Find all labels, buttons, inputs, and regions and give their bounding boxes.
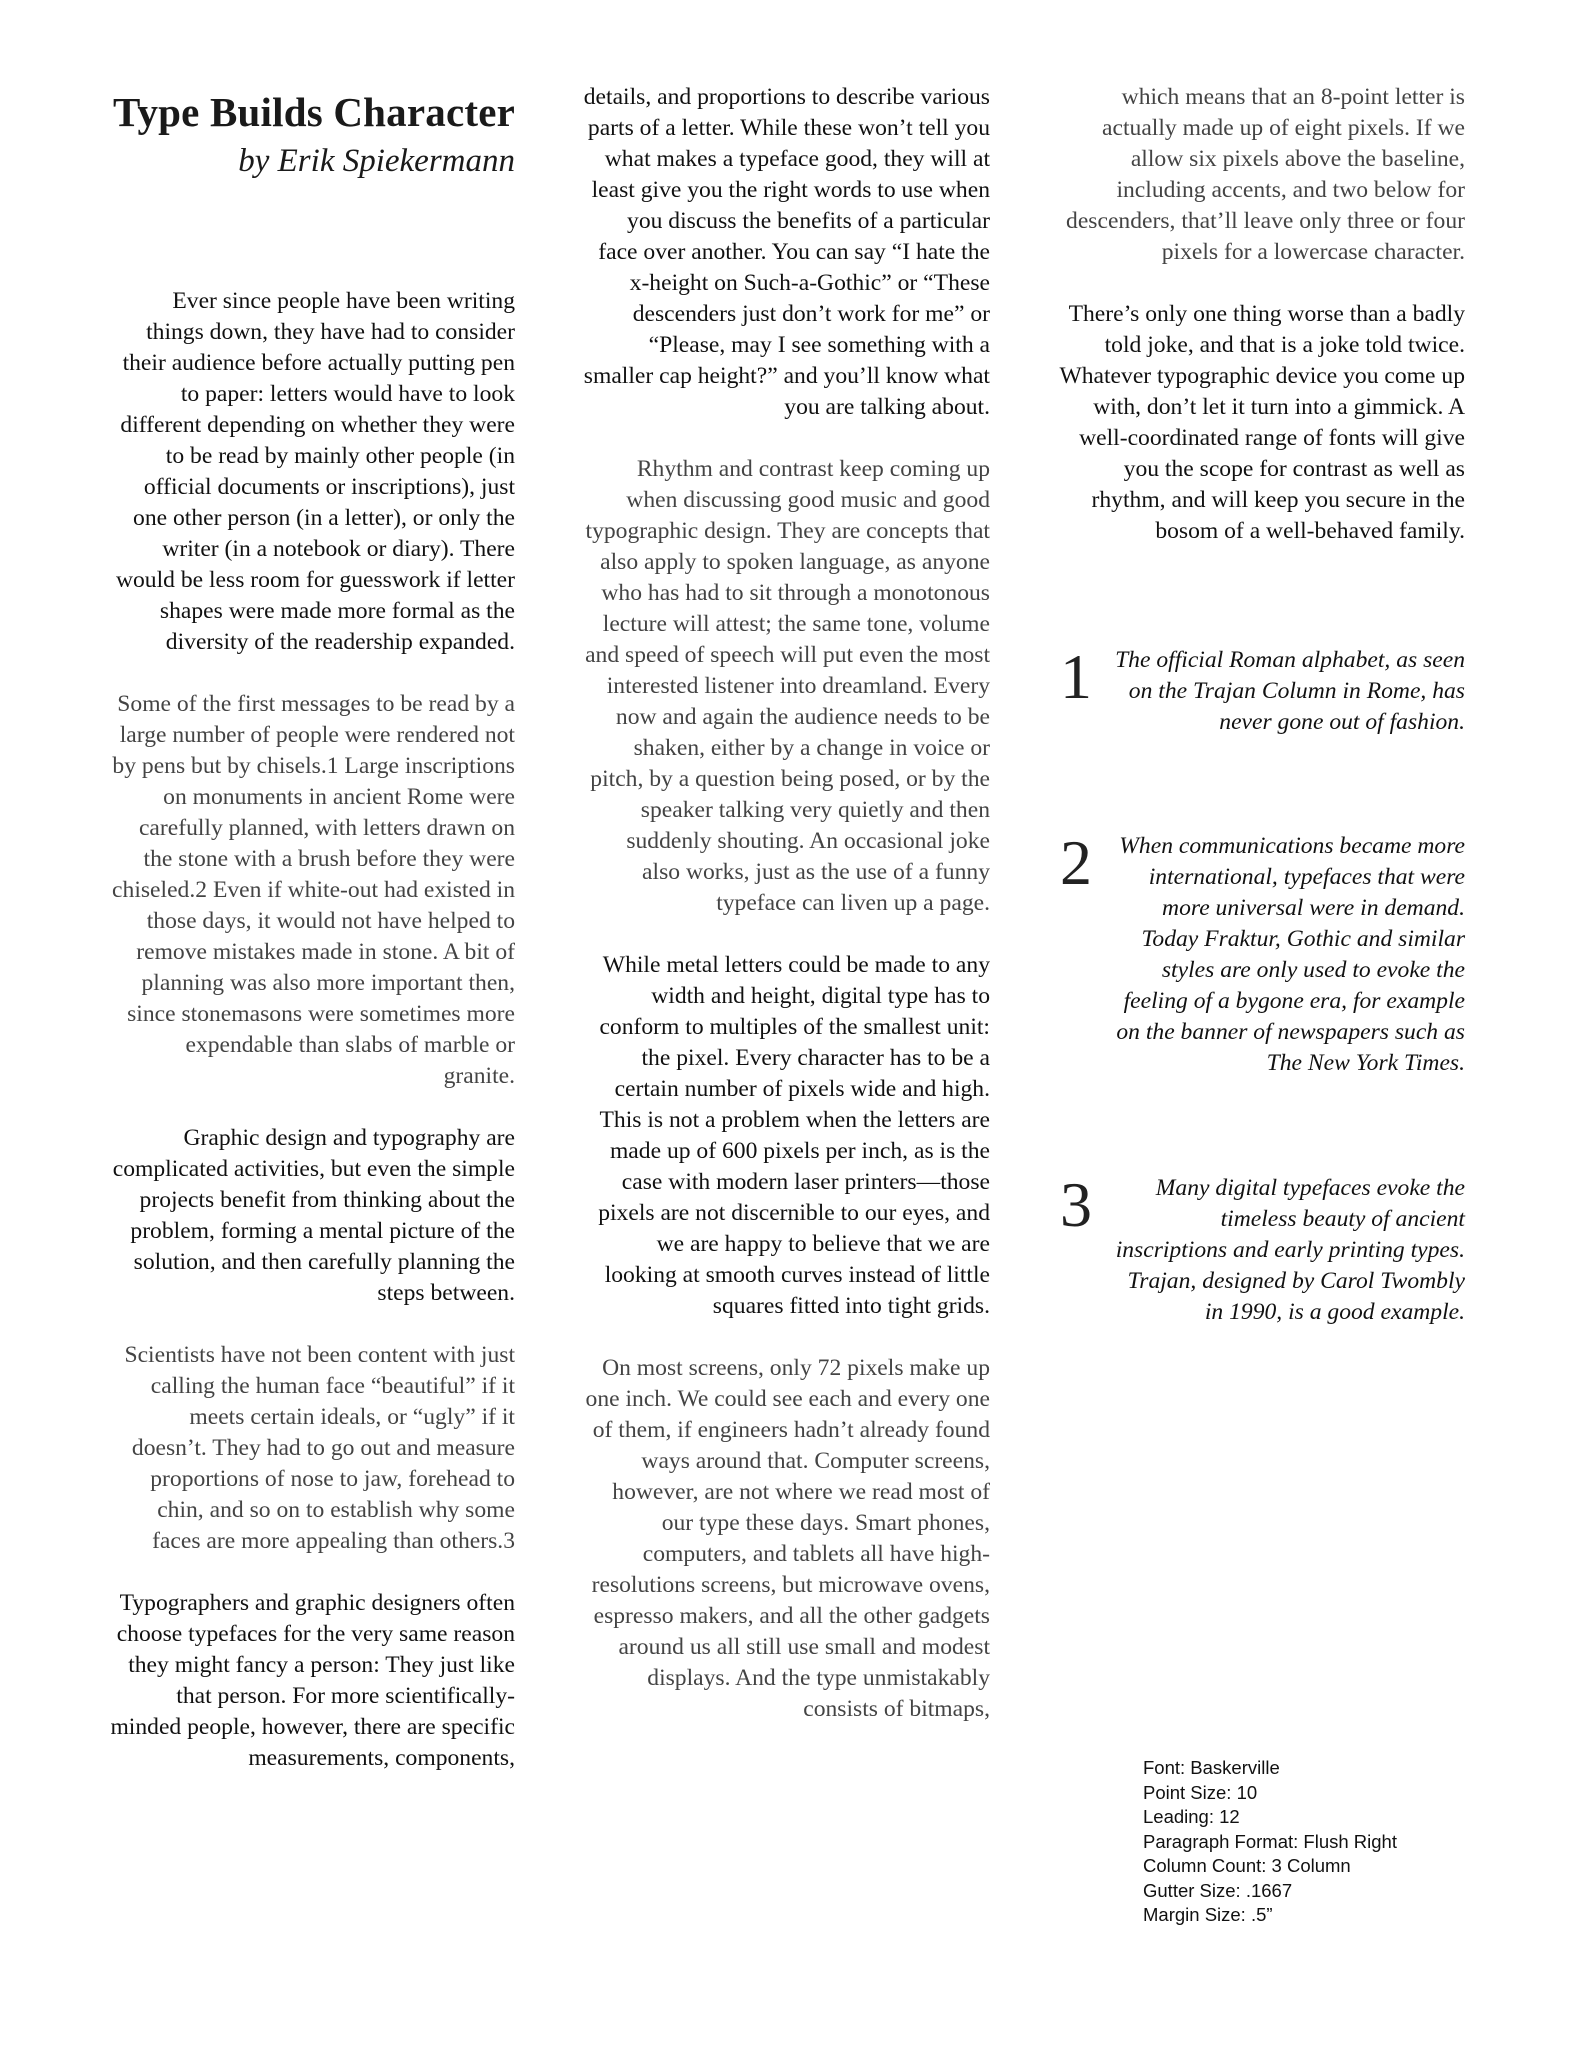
spec-gutter-size: Gutter Size: .1667 (1143, 1879, 1293, 1901)
paragraph: which means that an 8-point letter is actually made up of eight pixels. If we allow six pixels above the baseline, including accents, and two below for descenders, that’ll leave only three or four pixels for a lowercase character. (1066, 84, 1465, 265)
column-3 (1058, 82, 1465, 578)
paragraph: Graphic design and typography are complicated activities, but even the simple projects benefit from thinking about the problem, forming a mental picture of the solution, and then carefully planning the steps between. (112, 1125, 515, 1306)
paragraph: On most screens, only 72 pixels make up one inch. We could see each and every one of them, if engineers hadn’t already found ways around that. Computer screens, however, are not where we read most of our type these days. Smart phones, computers, and tablets all have high-resolutions screens, but microwave ovens, espresso makers, and all the other gadgets around us all still use small and modest displays. And the type unmistakably consists of bitmaps, (585, 1355, 990, 1722)
paragraph: Scientists have not been content with just calling the human face “beautiful” if it meets certain ideals, or “ugly” if it doesn’t. They had to go out and measure proportions of nose to jaw, forehead to chin, and so on to establish why some faces are more appealing than others.3 (124, 1342, 515, 1554)
paragraph: details, and proportions to describe various parts of a letter. While these won’t tell you what makes a typeface good, they will at least give you the right words to use when you discuss the benefits of a particular face over another. You can say “I hate the x-height on Such-a-Gothic” or “These descenders just don’t work for me” or “Please, may I see something with a smaller cap height?” and you’ll know what you are talking about. (583, 84, 990, 420)
callout-2 (1058, 827, 1465, 1079)
spec-margin-size: Margin Size: .5” (1143, 1904, 1273, 1925)
paragraph: While metal letters could be made to any width and height, digital type has to conform to multiples of the smallest unit: the pixel. Every character has to be a certain number of pixels wide and high. This is not a problem when the letters are made up of 600 pixels per inch, as is the case with modern laser printers—those pixels are not discernible to our eyes, and we are happy to believe that we are looking at smooth curves instead of little squares fitted into tight grids. (598, 952, 990, 1319)
paragraph: Typographers and graphic designers often choose typefaces for the very same reason they might fancy a person: They just like that person. For more scientifically-minded people, however, there are specific measurements, components, (110, 1590, 515, 1771)
column-2 (583, 82, 990, 1756)
article-title: Type Builds Character (112, 89, 515, 135)
spec-column-count: Column Count: 3 Column (1143, 1855, 1351, 1876)
spec-point-size: Point Size: 10 (1143, 1781, 1258, 1803)
callout-number: 2 (1060, 827, 1092, 898)
spec-paragraph-format: Paragraph Format: Flush Right (1143, 1830, 1397, 1852)
paragraph: Rhythm and contrast keep coming up when discussing good music and good typographic design. They are concepts that also apply to spoken language, as anyone who has had to sit through a monotonous lecture will attest; the same tone, volume and speed of speech will put even the most interested listener into dreamland. Every now and again the audience needs to be shaken, either by a change in voice or pitch, by a question being posed, or by the speaker talking very quietly and then suddenly shouting. An occasional joke also works, just as the use of a funny typeface can liven up a page. (585, 456, 990, 916)
callout-text: The official Roman alphabet, as seen on the Trajan Column in Rome, has never gone out of fashion. (1115, 647, 1465, 735)
callout-1 (1058, 641, 1465, 738)
article-byline: by Erik Spiekermann (238, 143, 515, 179)
paragraph: Ever since people have been writing things down, they have had to consider their audience before actually putting pen to paper: letters would have to look different depending on whether they were to be read by mainly other people (in official documents or inscriptions), just one other person (in a letter), or only the writer (in a notebook or diary). There would be less room for guesswork if letter shapes were made more formal as the diversity of the readership expanded. (115, 288, 515, 655)
spec-font: Font: Baskerville (1143, 1757, 1280, 1778)
callout-number: 3 (1060, 1169, 1092, 1240)
callout-text: Many digital typefaces evoke the timeless beauty of ancient inscriptions and early printing types. Trajan, designed by Carol Twombly in 1990, is a good example. (1115, 1175, 1465, 1325)
spec-leading: Leading: 12 (1143, 1806, 1240, 1827)
callout-3 (1058, 1169, 1465, 1328)
paragraph: There’s only one thing worse than a badly told joke, and that is a joke told twice. Whatever typographic device you come up with, don’t let it turn into a gimmick. A well-coordinated range of fonts will give you the scope for contrast as well as rhythm, and will keep you secure in the bosom of a well-behaved family. (1059, 301, 1465, 544)
paragraph: Some of the first messages to be read by a large number of people were rendered not by pens but by chisels.1 Large inscriptions on monuments in ancient Rome were carefully planned, with letters drawn on the stone with a brush before they were chiseled.2 Even if white-out had existed in those days, it would not have helped to remove mistakes made in stone. A bit of planning was also more important then, since stonemasons were sometimes more expendable than slabs of marble or granite. (112, 691, 515, 1089)
type-specs (1143, 1756, 1397, 1928)
callout-number: 1 (1060, 641, 1092, 712)
callout-text: When communications became more international, typefaces that were more universal were in demand. Today Fraktur, Gothic and similar styles are only used to evoke the feeling of a bygone era, for example on the banner of newspapers such as The New York Times. (1116, 833, 1465, 1076)
column-1 (110, 82, 515, 1805)
